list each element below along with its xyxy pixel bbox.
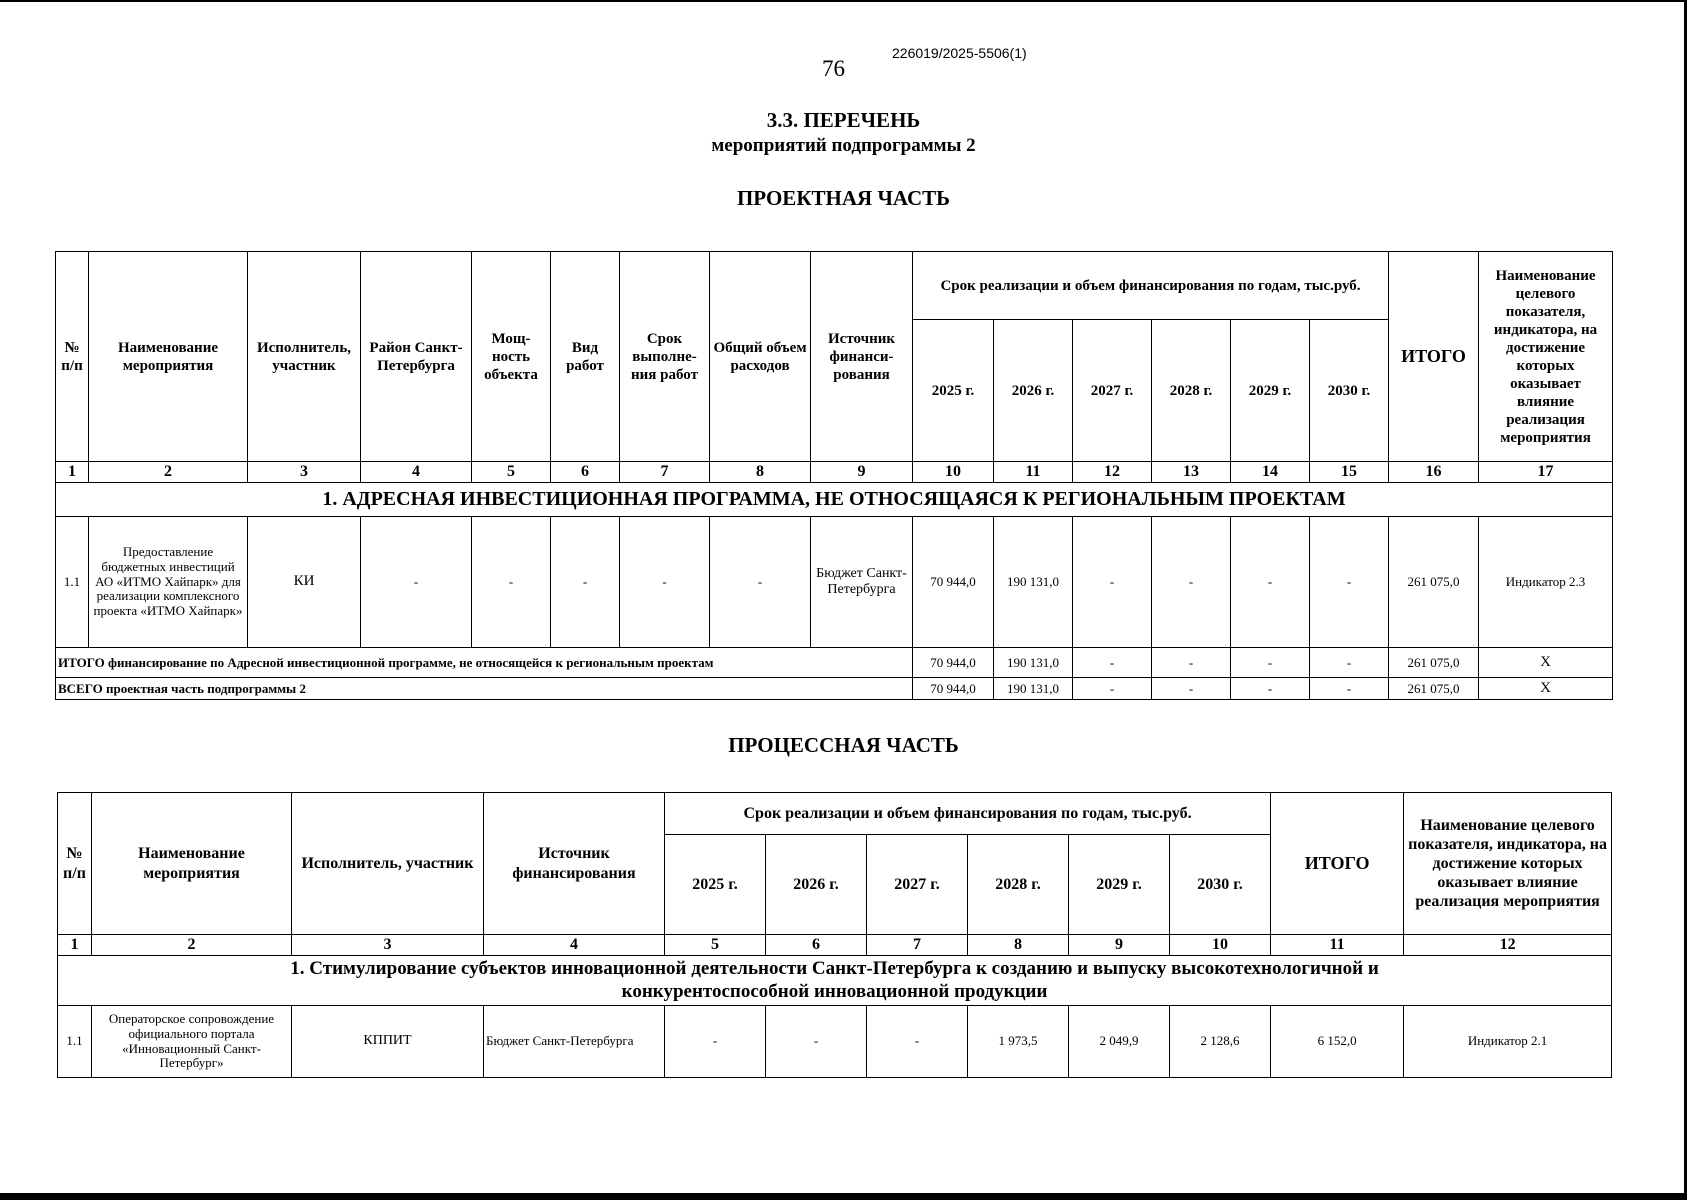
row-total: 6 152,0 [1271,1006,1404,1078]
header-period-group: Срок реализации и объем финансирования по годам, тыс.руб. [665,793,1271,835]
table-row [56,517,1613,648]
row-num: 1.1 [58,1006,92,1078]
row-executor: КППИТ [292,1006,484,1078]
row-year-value: 2 049,9 [1069,1006,1170,1078]
summary-total: 261 075,0 [1389,678,1479,700]
row-num: 1.1 [56,517,89,648]
header-year: 2027 г. [1073,320,1152,462]
header-source: Источник финансирования [484,793,665,935]
header-term: Срок выполне-ния работ [620,252,710,462]
row-source: Бюджет Санкт-Петербурга [811,517,913,648]
header-indicator: Наименование целевого показателя, индикатора, на достижение которых оказывает влияние реализация мероприятия [1404,793,1612,935]
column-number: 3 [292,935,484,956]
summary-year-value: - [1073,678,1152,700]
column-number: 1 [58,935,92,956]
row-year-value: - [1152,517,1231,648]
column-number: 1 [56,462,89,483]
column-number: 6 [766,935,867,956]
row-name: Операторское сопровождение официального портала «Инновационный Санкт-Петербург» [92,1006,292,1078]
summary-row [56,648,1613,678]
header-total: ИТОГО [1389,252,1479,462]
row-capacity: - [472,517,551,648]
row-year-value: 1 973,5 [968,1006,1069,1078]
list-title: 3.3. ПЕРЕЧЕНЬ [766,108,921,132]
summary-label: ИТОГО финансирование по Адресной инвестиционной программе, не относящейся к региональным проектам [56,648,913,678]
column-number: 9 [811,462,913,483]
column-number: 12 [1073,462,1152,483]
header-year: 2025 г. [913,320,994,462]
summary-year-value: - [1152,678,1231,700]
column-number: 10 [1170,935,1271,956]
header-work-type: Вид работ [551,252,620,462]
summary-total: 261 075,0 [1389,648,1479,678]
summary-indicator: X [1479,648,1613,678]
column-number: 5 [472,462,551,483]
summary-year-value: - [1152,648,1231,678]
column-number: 2 [89,462,248,483]
summary-year-value: 190 131,0 [994,648,1073,678]
column-number: 6 [551,462,620,483]
header-year: 2030 г. [1310,320,1389,462]
column-number: 12 [1404,935,1612,956]
row-year-value: - [766,1006,867,1078]
row-year-value: - [1310,517,1389,648]
row-year-value: - [665,1006,766,1078]
document-number: 226019/2025-5506(1) [892,45,1027,61]
header-year: 2030 г. [1170,835,1271,935]
scan-border-top [0,0,1687,2]
column-number: 4 [484,935,665,956]
summary-year-value: - [1310,648,1389,678]
column-number: 10 [913,462,994,483]
column-number: 11 [994,462,1073,483]
header-name: Наименование мероприятия [92,793,292,935]
header-year: 2028 г. [968,835,1069,935]
header-indicator: Наименование целевого показателя, индикатора, на достижение которых оказывает влияние реализация мероприятия [1479,252,1613,462]
header-year: 2027 г. [867,835,968,935]
header-district: Район Санкт-Петербурга [361,252,472,462]
column-number: 14 [1231,462,1310,483]
header-capacity: Мощ-ность объекта [472,252,551,462]
row-year-value: - [867,1006,968,1078]
column-number: 5 [665,935,766,956]
header-executor: Исполнитель, участник [248,252,361,462]
column-number: 11 [1271,935,1404,956]
column-number: 7 [867,935,968,956]
row-indicator: Индикатор 2.3 [1479,517,1613,648]
column-number: 15 [1310,462,1389,483]
row-year-value: - [1231,517,1310,648]
column-number: 3 [248,462,361,483]
table-row [58,1006,1612,1078]
header-num: № п/п [56,252,89,462]
row-term: - [620,517,710,648]
column-number: 7 [620,462,710,483]
process-part-heading: ПРОЦЕССНАЯ ЧАСТЬ [728,733,959,757]
header-year: 2026 г. [994,320,1073,462]
section-title: 1. Стимулирование субъектов инновационной деятельности Санкт-Петербурга к созданию и выпуску высокотехнологичной и конкурентоспособной инновационной продукции [58,956,1612,1006]
summary-year-value: - [1231,648,1310,678]
row-source: Бюджет Санкт-Петербурга [484,1006,665,1078]
row-year-value: 70 944,0 [913,517,994,648]
summary-indicator: X [1479,678,1613,700]
row-work-type: - [551,517,620,648]
row-executor: КИ [248,517,361,648]
summary-row [56,678,1613,700]
row-district: - [361,517,472,648]
project-part-heading: ПРОЕКТНАЯ ЧАСТЬ [736,186,951,210]
row-total-cost: - [710,517,811,648]
project-part-table [55,251,1613,700]
summary-year-value: 190 131,0 [994,678,1073,700]
summary-year-value: - [1231,678,1310,700]
header-year: 2026 г. [766,835,867,935]
summary-label: ВСЕГО проектная часть подпрограммы 2 [56,678,913,700]
header-name: Наименование мероприятия [89,252,248,462]
header-period-group: Срок реализации и объем финансирования по годам, тыс.руб. [913,252,1389,320]
header-year: 2025 г. [665,835,766,935]
summary-year-value: - [1073,648,1152,678]
header-num: № п/п [58,793,92,935]
column-number: 8 [968,935,1069,956]
summary-year-value: - [1310,678,1389,700]
row-year-value: - [1073,517,1152,648]
section-title: 1. АДРЕСНАЯ ИНВЕСТИЦИОННАЯ ПРОГРАММА, НЕ ОТНОСЯЩАЯСЯ К РЕГИОНАЛЬНЫМ ПРОЕКТАМ [56,483,1613,517]
summary-year-value: 70 944,0 [913,678,994,700]
column-number: 4 [361,462,472,483]
header-year: 2028 г. [1152,320,1231,462]
column-number: 17 [1479,462,1613,483]
summary-year-value: 70 944,0 [913,648,994,678]
header-total: ИТОГО [1271,793,1404,935]
column-number: 8 [710,462,811,483]
row-name: Предоставление бюджетных инвестиций АО «ИТМО Хайпарк» для реализации комплексного проекта «ИТМО Хайпарк» [89,517,248,648]
column-number: 13 [1152,462,1231,483]
header-year: 2029 г. [1069,835,1170,935]
row-indicator: Индикатор 2.1 [1404,1006,1612,1078]
header-year: 2029 г. [1231,320,1310,462]
header-source: Источник финанси-рования [811,252,913,462]
column-number: 16 [1389,462,1479,483]
header-executor: Исполнитель, участник [292,793,484,935]
header-total-cost: Общий объем расходов [710,252,811,462]
scan-border-bottom [0,1193,1687,1200]
list-subtitle: мероприятий подпрограммы 2 [711,135,976,156]
page-number: 76 [822,56,845,81]
row-total: 261 075,0 [1389,517,1479,648]
process-part-table [57,792,1612,1078]
column-number: 2 [92,935,292,956]
column-number: 9 [1069,935,1170,956]
row-year-value: 2 128,6 [1170,1006,1271,1078]
row-year-value: 190 131,0 [994,517,1073,648]
